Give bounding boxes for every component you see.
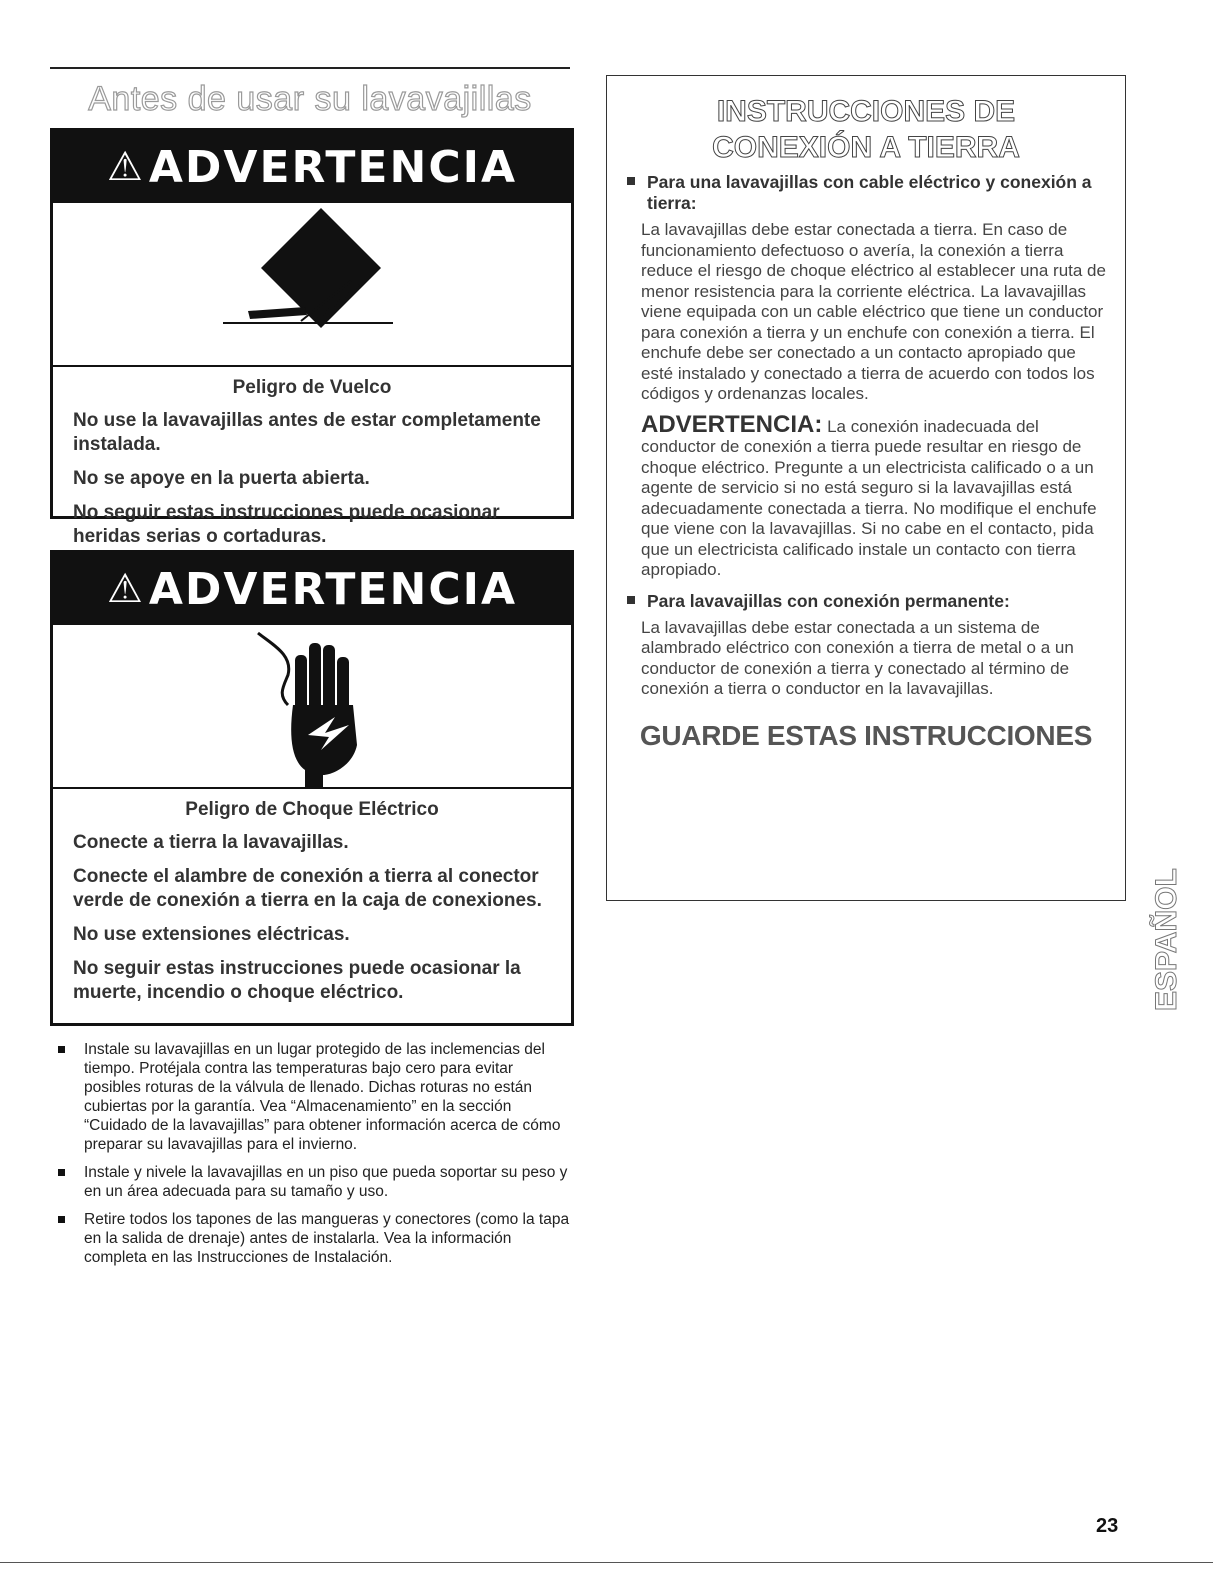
warning-banner [53, 131, 571, 203]
warning-text: La conexión inadecuada del conductor de conexión a tierra puede resultar en riesgo de choque eléctrico. Pregunte a un electricista calificado o a un agente de servicio si no está seguro si la lavavajillas está adecuadamente conectada a tierra. No modifique el enchufe que viene con la lavavajillas. Si no cabe en el contacto, pida que un electricista calificado instale un contacto con tierra apropiado. [641, 416, 1097, 579]
warning-triangle-icon: ⚠ [106, 144, 145, 190]
warning-line: No seguir estas instrucciones puede ocasionar heridas serias o cortaduras. [73, 502, 500, 547]
electric-shock-picture [53, 625, 571, 789]
warning-banner-label: ADVERTENCIA [148, 563, 518, 615]
bullet-list [58, 1040, 573, 1276]
bullet-square-icon [58, 1169, 65, 1176]
list-item-text: Instale y nivele la lavavajillas en un piso que pueda soportar su peso y en un área adecuada para su tamaño y uso. [84, 1164, 568, 1200]
warning-line: Conecte a tierra la lavavajillas. [73, 832, 349, 853]
grounding-title-line: CONEXIÓN A TIERRA [712, 131, 1020, 164]
list-item [58, 1163, 573, 1201]
bottom-rule [0, 1562, 1213, 1563]
bullet-square-icon [58, 1046, 65, 1053]
section-title: Antes de usar su lavavajillas [88, 80, 532, 118]
list-item [58, 1210, 573, 1267]
warning-banner-label: ADVERTENCIA [148, 141, 518, 193]
warning-line: Conecte el alambre de conexión a tierra al conector verde de conexión a tierra en la caja de conexiones. [73, 866, 542, 911]
warning-box-tip-over [50, 128, 574, 547]
bullet-square-icon [627, 596, 635, 604]
page-number: 23 [1096, 1515, 1119, 1537]
warning-line: No use la lavavajillas antes de estar completamente instalada. [73, 410, 541, 455]
tip-over-picture [53, 203, 571, 367]
hazard-title: Peligro de Choque Eléctrico [185, 799, 439, 820]
grounding-paragraph: La lavavajillas debe estar conectada a tierra. En caso de funcionamiento defectuoso o avería, la conexión a tierra reduce el riesgo de choque eléctrico al establecer una ruta de menor resistencia para la corriente eléctrica. La lavavajillas viene equipada con un cable eléctrico que tiene un conductor para conexión a tierra y un enchufe con conexión a tierra. El enchufe debe ser conectado a un contacto apropiado que esté instalado y conectado a tierra de acuerdo con todos los códigos y ordenanzas locales. [641, 220, 1106, 403]
grounding-instructions-box [606, 75, 1126, 901]
list-item-text: Retire todos los tapones de las mangueras y conectores (como la tapa en la salida de drenaje) antes de instalarla. Vea la información completa en las Instrucciones de Instalación. [84, 1211, 570, 1266]
grounding-subheading [625, 172, 1107, 214]
electric-shock-icon [53, 625, 571, 787]
warning-triangle-icon: ⚠ [106, 566, 145, 612]
warning-box-electric-shock [50, 550, 574, 1026]
warning-line: No se apoye en la puerta abierta. [73, 468, 370, 489]
save-instructions-heading: GUARDE ESTAS INSTRUCCIONES [639, 719, 1093, 751]
language-side-tab: ESPAÑOL [1150, 868, 1183, 1012]
bullet-square-icon [58, 1216, 65, 1223]
tip-over-icon [53, 203, 571, 365]
list-item [58, 1040, 573, 1154]
warning-line: No seguir estas instrucciones puede ocasionar la muerte, incendio o choque eléctrico. [73, 958, 521, 1003]
list-item-text: Instale su lavavajillas en un lugar protegido de las inclemencias del tiempo. Protéjala contra las temperaturas bajo cero para evitar posibles roturas de la válvula de llenado. Dichas roturas no están cubiertas por la garantía. Vea “Almacenamiento” en la sección “Cuidado de la lavavajillas” para obtener información acerca de cómo preparar su lavavajillas para el invierno. [84, 1041, 561, 1153]
hazard-title: Peligro de Vuelco [232, 377, 392, 398]
bullet-square-icon [627, 177, 635, 185]
grounding-paragraph: La lavavajillas debe estar conectada a un sistema de alambrado eléctrico con conexión a tierra de metal o a un conductor de conexión a tierra y conectado al término de conexión a tierra o conductor en la lavavajillas. [641, 617, 1074, 698]
warning-banner [53, 553, 571, 625]
top-rule [50, 67, 570, 69]
grounding-subheading [625, 591, 1107, 612]
subheading-text: Para una lavavajillas con cable eléctrico y conexión a tierra: [647, 172, 1092, 213]
warning-line: No use extensiones eléctricas. [73, 924, 350, 945]
subheading-text: Para lavavajillas con conexión permanente: [647, 590, 1010, 611]
grounding-title-line: INSTRUCCIONES DE [716, 95, 1016, 128]
grounding-title [625, 94, 1107, 166]
grounding-warning-paragraph [625, 410, 1107, 581]
warning-keyword: ADVERTENCIA: [641, 410, 823, 438]
